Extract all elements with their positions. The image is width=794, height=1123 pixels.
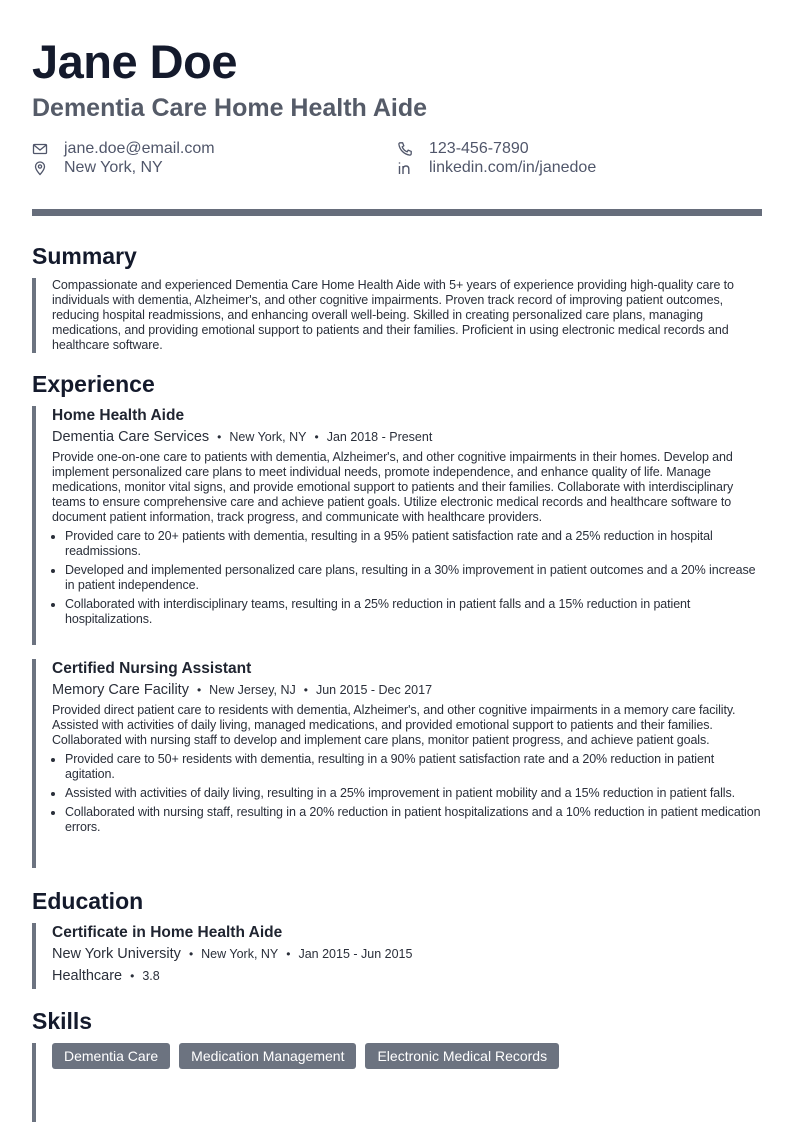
skill-chip: Electronic Medical Records: [365, 1043, 559, 1069]
separator: •: [303, 683, 308, 697]
education-dates: Jan 2015 - Jun 2015: [298, 947, 413, 961]
contact-location: [32, 158, 163, 177]
contact-email[interactable]: [32, 139, 215, 158]
skills-list: [36, 1043, 766, 1069]
job-entry: [32, 659, 766, 868]
field-of-study: Healthcare: [52, 968, 123, 984]
separator: •: [286, 947, 291, 961]
summary-text: Compassionate and experienced Dementia Care Home Health Aide with 5+ years of experience providing high-quality care to individuals with dementia, Alzheimer's, and other cognitive impairments. Proven track record of improving patient outcomes, reducing hospital readmissions, and enhancing overall well-being. Skilled in creating personalized care plans, managing medications, and providing emotional support to patients and their families. Proficient in using electronic medical records and healthcare software.: [52, 278, 734, 352]
job-description: Provided direct patient care to residents with dementia, Alzheimer's, and other cognitive impairments in a memory care facility. Assisted with activities of daily living, managed medications, and provided emotional support to patients and their families. Collaborated with nursing staff to develop and implement care plans, monitor patient progress, and achieve patient goals.: [52, 703, 736, 747]
skills-heading: Skills: [32, 1008, 93, 1034]
job-location: New York, NY: [229, 430, 307, 444]
separator: •: [217, 430, 222, 444]
job-title: Certified Nursing Assistant: [52, 660, 252, 677]
job-title: Home Health Aide: [52, 407, 185, 424]
separator: •: [314, 430, 319, 444]
school-location: New York, NY: [201, 947, 279, 961]
job-achievements: [52, 529, 766, 627]
list-item: • Provided care to 50+ residents with dementia, resulting in a 90% patient satisfaction rate and a 20% reduction in patient agitation.: [65, 752, 766, 782]
job-dates: Jan 2018 - Present: [326, 430, 433, 444]
email-text: jane.doe@email.com: [64, 140, 215, 157]
linkedin-text: linkedin.com/in/janedoe: [429, 159, 597, 176]
gpa-value: 3.8: [142, 969, 160, 983]
contact-phone[interactable]: [397, 139, 529, 158]
list-item: • Assisted with activities of daily living, resulting in a 25% improvement in patient mobility and a 15% reduction in patient falls.: [65, 786, 766, 801]
education-field-line: [52, 967, 766, 986]
mail-icon: [32, 141, 48, 157]
skills-section: [32, 1043, 766, 1122]
list-item: • Collaborated with interdisciplinary teams, resulting in a 25% reduction in patient falls and a 15% reduction in patient hospitalizations.: [65, 597, 766, 627]
education-heading: Education: [32, 888, 144, 914]
skill-chip: Medication Management: [179, 1043, 356, 1069]
job-meta: [52, 428, 766, 447]
location-text: New York, NY: [64, 159, 163, 176]
job-location: New Jersey, NJ: [209, 683, 296, 697]
job-meta: [52, 681, 766, 700]
degree-title: Certificate in Home Health Aide: [52, 924, 283, 941]
school-name: New York University: [52, 946, 181, 962]
education-entry: [32, 923, 766, 989]
separator: •: [130, 969, 135, 983]
education-meta: [52, 945, 766, 964]
linkedin-icon: [397, 160, 413, 176]
job-achievements: [52, 752, 766, 835]
separator: •: [196, 683, 202, 697]
contact-linkedin[interactable]: [397, 158, 596, 177]
phone-text: 123-456-7890: [429, 140, 529, 157]
job-dates: Jun 2015 - Dec 2017: [315, 683, 433, 697]
phone-icon: [397, 141, 413, 157]
candidate-title: Dementia Care Home Health Aide: [32, 94, 428, 122]
header-divider: [32, 209, 762, 216]
list-item: • Collaborated with nursing staff, resulting in a 20% reduction in patient hospitalizations and a 10% reduction in patient medication errors.: [65, 805, 766, 835]
list-item: • Developed and implemented personalized care plans, resulting in a 30% improvement in patient outcomes and a 20% increase in patient independence.: [65, 563, 766, 593]
candidate-name: Jane Doe: [32, 35, 237, 88]
summary-section: [32, 278, 766, 353]
summary-heading: Summary: [32, 243, 137, 269]
skill-chip: Dementia Care: [52, 1043, 170, 1069]
company-name: Dementia Care Services: [52, 429, 210, 445]
separator: •: [188, 947, 194, 961]
job-description: Provide one-on-one care to patients with dementia, Alzheimer's, and other cognitive impairments in their homes. Develop and implement personalized care plans to meet individual needs, promote independence, and enhance quality of life. Manage medications, monitor vital signs, and provide emotional support to patients and their families. Collaborate with interdisciplinary teams to ensure comprehensive care and achieve patient goals. Utilize electronic medical records and healthcare software to document patient information, track progress, and communicate with healthcare providers.: [52, 450, 734, 524]
list-item: • Provided care to 20+ patients with dementia, resulting in a 95% patient satisfaction rate and a 25% reduction in hospital readmissions.: [65, 529, 766, 559]
company-name: Memory Care Facility: [52, 682, 189, 698]
experience-heading: Experience: [32, 371, 155, 397]
map-pin-icon: [32, 160, 48, 176]
job-entry: [32, 406, 766, 645]
